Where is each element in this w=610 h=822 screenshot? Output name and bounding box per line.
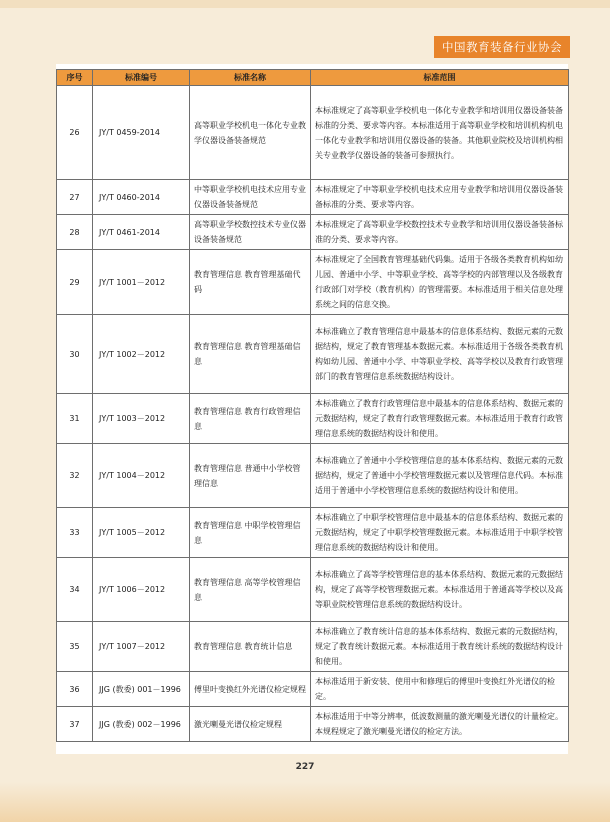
standard-code: JY/T 1001－2012 bbox=[93, 250, 190, 315]
table-row bbox=[57, 558, 569, 622]
table-row bbox=[57, 508, 569, 558]
standard-scope: 本标准确立了教育统计信息的基本体系结构、数据元素的元数据结构，规定了教育统计数据元素。本标准适用于教育统计系统的数据结构设计和使用。 bbox=[311, 622, 569, 672]
col-header-code: 标准编号 bbox=[93, 70, 190, 86]
table-row bbox=[57, 180, 569, 215]
col-header-no: 序号 bbox=[57, 70, 93, 86]
table-row bbox=[57, 315, 569, 394]
org-name-badge: 中国教育装备行业协会 bbox=[434, 36, 570, 58]
standard-scope: 本标准适用于新安装、使用中和修理后的傅里叶变换红外光谱仪的检定。 bbox=[311, 672, 569, 707]
table-row bbox=[57, 86, 569, 180]
standard-code: JY/T 1005－2012 bbox=[93, 508, 190, 558]
row-number: 33 bbox=[57, 508, 93, 558]
standard-scope: 本标准确立了普通中小学校管理信息的基本体系结构、数据元素的元数据结构，规定了普通中小学校管理数据元素以及管理信息代码。本标准适用于普通中小学校管理信息系统的数据结构设计和使用。 bbox=[311, 444, 569, 508]
standard-name: 教育管理信息 普通中小学校管理信息 bbox=[190, 444, 311, 508]
standard-name: 教育管理信息 教育行政管理信息 bbox=[190, 394, 311, 444]
standard-scope: 本标准确立了高等学校管理信息的基本体系结构、数据元素的元数据结构，规定了高等学校管理数据元素。本标准适用于普通高等学校以及高等职业院校管理信息系统的数据结构设计。 bbox=[311, 558, 569, 622]
table-row bbox=[57, 215, 569, 250]
table-row bbox=[57, 250, 569, 315]
row-number: 31 bbox=[57, 394, 93, 444]
row-number: 26 bbox=[57, 86, 93, 180]
standard-name: 教育管理信息 教育管理基础代码 bbox=[190, 250, 311, 315]
standard-scope: 本标准确立了教育行政管理信息中最基本的信息体系结构、数据元素的元数据结构，规定了教育行政管理数据元素。本标准适用于教育行政管理信息系统的数据结构设计和使用。 bbox=[311, 394, 569, 444]
table-header-row bbox=[57, 70, 569, 86]
bottom-band bbox=[0, 782, 610, 822]
row-number: 27 bbox=[57, 180, 93, 215]
standard-code: JY/T 1004－2012 bbox=[93, 444, 190, 508]
table-row bbox=[57, 707, 569, 742]
standard-code: JY/T 0461-2014 bbox=[93, 215, 190, 250]
top-band bbox=[0, 0, 610, 8]
standard-code: JJG (教委) 002－1996 bbox=[93, 707, 190, 742]
page-number: 227 bbox=[295, 762, 315, 772]
standard-name: 中等职业学校机电技术应用专业仪器设备装备规范 bbox=[190, 180, 311, 215]
standards-table bbox=[56, 69, 569, 742]
standard-name: 教育管理信息 高等学校管理信息 bbox=[190, 558, 311, 622]
row-number: 28 bbox=[57, 215, 93, 250]
row-number: 30 bbox=[57, 315, 93, 394]
standard-name: 傅里叶变换红外光谱仪检定规程 bbox=[190, 672, 311, 707]
row-number: 29 bbox=[57, 250, 93, 315]
col-header-name: 标准名称 bbox=[190, 70, 311, 86]
row-number: 36 bbox=[57, 672, 93, 707]
standard-code: JY/T 1002－2012 bbox=[93, 315, 190, 394]
standard-name: 高等职业学校机电一体化专业教学仪器设备装备规范 bbox=[190, 86, 311, 180]
table-row bbox=[57, 394, 569, 444]
standard-scope: 本标准确立了中职学校管理信息中最基本的信息体系结构、数据元素的元数据结构，规定了中职学校管理数据元素。本标准适用于中职学校管理信息系统的数据结构设计和使用。 bbox=[311, 508, 569, 558]
standard-code: JY/T 0460-2014 bbox=[93, 180, 190, 215]
col-header-scope: 标准范围 bbox=[311, 70, 569, 86]
standard-scope: 本标准适用于中等分辨率，低波数测量的激光喇曼光谱仪的计量检定。本规程规定了激光喇曼光谱仪的检定方法。 bbox=[311, 707, 569, 742]
standard-scope: 本标准确立了教育管理信息中最基本的信息体系结构、数据元素的元数据结构，规定了教育管理基本数据元素。本标准适用于各级各类教育机构如幼儿园、普通中小学、中等职业学校、高等学校以及教育行政管理部门的教育管理信息系统数据结构设计。 bbox=[311, 315, 569, 394]
standard-code: JY/T 1003－2012 bbox=[93, 394, 190, 444]
row-number: 35 bbox=[57, 622, 93, 672]
standard-scope: 本标准规定了中等职业学校机电技术应用专业教学和培训用仪器设备装备标准的分类、要求等内容。 bbox=[311, 180, 569, 215]
standard-code: JY/T 1006－2012 bbox=[93, 558, 190, 622]
table-row bbox=[57, 672, 569, 707]
standard-name: 教育管理信息 中职学校管理信息 bbox=[190, 508, 311, 558]
table-sheet bbox=[56, 64, 568, 754]
row-number: 37 bbox=[57, 707, 93, 742]
standard-scope: 本标准规定了高等职业学校数控技术专业教学和培训用仪器设备装备标准的分类、要求等内容。 bbox=[311, 215, 569, 250]
standard-code: JY/T 0459-2014 bbox=[93, 86, 190, 180]
standard-code: JJG (教委) 001－1996 bbox=[93, 672, 190, 707]
table-row bbox=[57, 622, 569, 672]
row-number: 32 bbox=[57, 444, 93, 508]
row-number: 34 bbox=[57, 558, 93, 622]
standard-name: 教育管理信息 教育管理基础信息 bbox=[190, 315, 311, 394]
standard-name: 教育管理信息 教育统计信息 bbox=[190, 622, 311, 672]
table-row bbox=[57, 444, 569, 508]
standard-name: 激光喇曼光谱仪检定规程 bbox=[190, 707, 311, 742]
standard-scope: 本标准规定了高等职业学校机电一体化专业教学和培训用仪器设备装备标准的分类、要求等内容。本标准适用于高等职业学校和培训机构机电一体化专业教学和培训用仪器设备的装备。其他职业院校及培训机构相关专业教学仪器设备的装备可参照执行。 bbox=[311, 86, 569, 180]
standard-name: 高等职业学校数控技术专业仪器设备装备规范 bbox=[190, 215, 311, 250]
standard-code: JY/T 1007－2012 bbox=[93, 622, 190, 672]
standard-scope: 本标准规定了全国教育管理基础代码集。适用于各级各类教育机构如幼儿园、普通中小学、中等职业学校、高等学校的内部管理以及各级教育行政部门对学校（教育机构）的管理需要。本标准适用于相关信息处理系统之间的信息交换。 bbox=[311, 250, 569, 315]
